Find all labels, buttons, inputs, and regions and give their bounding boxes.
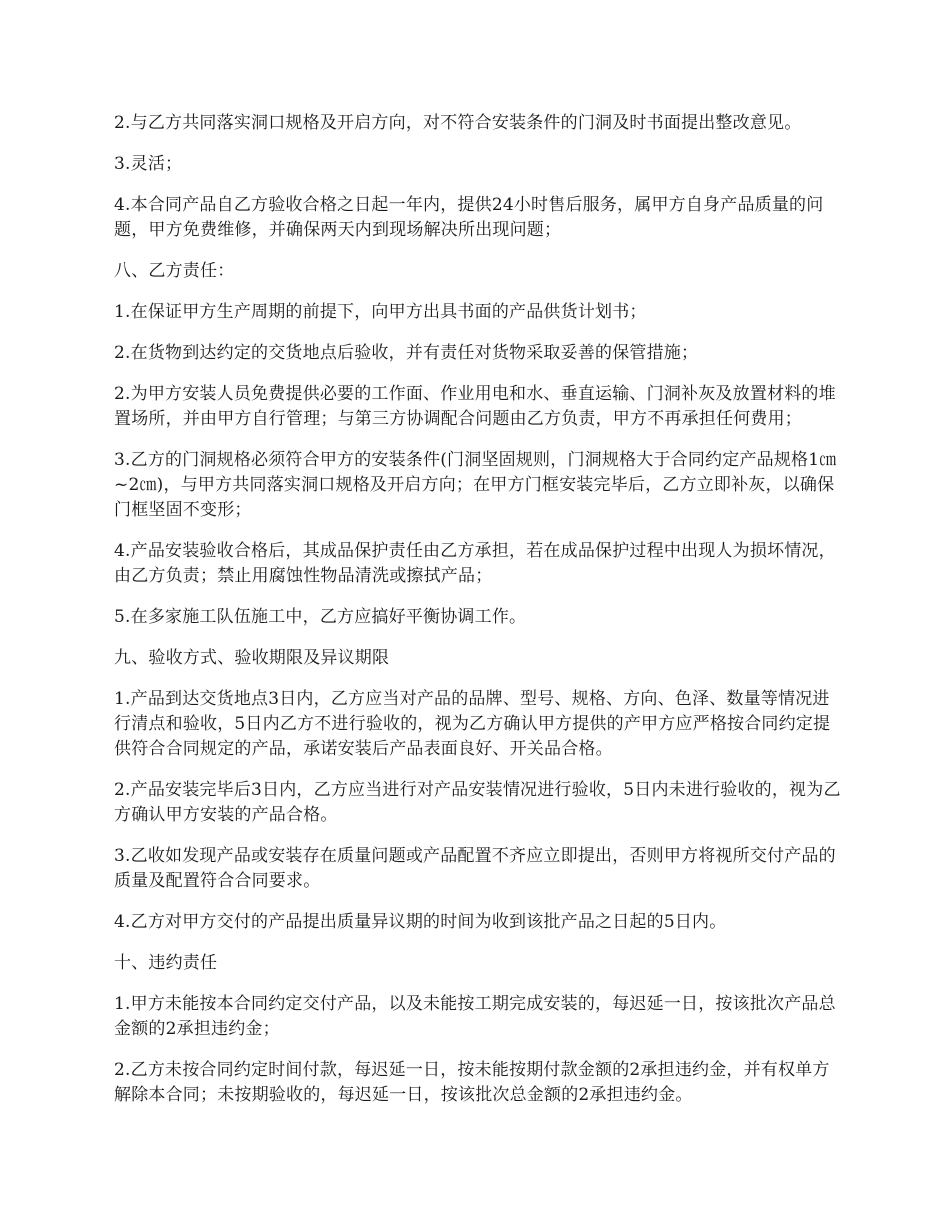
section-heading-8: 八、乙方责任： — [114, 261, 235, 281]
paragraph-acceptance-3: 3.乙收如发现产品或安装存在质量问题或产品配置不齐应立即提出，否则甲方将视所交付产品的质量及配置符合合同要求。 — [114, 846, 836, 891]
paragraph-acceptance-4: 4.乙方对甲方交付的产品提出质量异议期的时间为收到该批产品之日起的5日内。 — [114, 912, 727, 932]
section-heading-9: 九、验收方式、验收期限及异议期限 — [114, 648, 390, 668]
paragraph-acceptance-2: 2.产品安装完毕后3日内，乙方应当进行对产品安装情况进行验收，5日内未进行验收的，视为乙方确认甲方安装的产品合格。 — [114, 780, 841, 825]
paragraph-party-a-4: 4.本合同产品自乙方验收合格之日起一年内，提供24小时售后服务，属甲方自身产品质量的问题，甲方免费维修，并确保两天内到现场解决所出现问题； — [114, 195, 824, 240]
paragraph-party-b-5: 5.在多家施工队伍施工中，乙方应搞好平衡协调工作。 — [114, 607, 527, 627]
paragraph-party-b-2a: 2.在货物到达约定的交货地点后验收，并有责任对货物采取妥善的保管措施； — [114, 343, 699, 363]
paragraph-party-b-4: 4.产品安装验收合格后，其成品保护责任由乙方承担，若在成品保护过程中出现人为损坏情况，由乙方负责；禁止用腐蚀性物品清洗或擦拭产品； — [114, 541, 836, 586]
paragraph-liability-2: 2.乙方未按合同约定时间付款，每迟延一日，按未能按期付款金额的2承担违约金，并有权单方解除本合同；未按期验收的，每迟延一日，按该批次总金额的2承担违约金。 — [114, 1060, 830, 1105]
paragraph-acceptance-1: 1.产品到达交货地点3日内，乙方应当对产品的品牌、型号、规格、方向、色泽、数量等情况进行清点和验收，5日内乙方不进行验收的，视为乙方确认甲方提供的产甲方应严格按合同约定提供符合合同规定的产品，承诺安装后产品表面良好、开关品合格。 — [114, 689, 831, 759]
paragraph-party-b-3: 3.乙方的门洞规格必须符合甲方的安装条件(门洞坚固规则，门洞规格大于合同约定产品规格1㎝~2㎝)，与甲方共同落实洞口规格及开启方向；在甲方门框安装完毕后，乙方立即补灰，以确保门框坚固不变形； — [114, 450, 837, 520]
paragraph-party-a-3: 3.灵活； — [114, 154, 183, 174]
section-heading-10: 十、违约责任 — [114, 953, 218, 973]
paragraph-party-b-1: 1.在保证甲方生产周期的前提下，向甲方出具书面的产品供货计划书； — [114, 302, 647, 322]
paragraph-party-b-2b: 2.为甲方安装人员免费提供必要的工作面、作业用电和水、垂直运输、门洞补灰及放置材料的堆置场所，并由甲方自行管理；与第三方协调配合问题由乙方负责，甲方不再承担任何费用； — [114, 384, 836, 429]
paragraph-liability-1: 1.甲方未能按本合同约定交付产品，以及未能按工期完成安装的，每迟延一日，按该批次产品总金额的2承担违约金； — [114, 994, 836, 1039]
paragraph-party-a-2: 2.与乙方共同落实洞口规格及开启方向，对不符合安装条件的门洞及时书面提出整改意见。 — [114, 113, 802, 133]
document-body — [114, 111, 844, 1124]
